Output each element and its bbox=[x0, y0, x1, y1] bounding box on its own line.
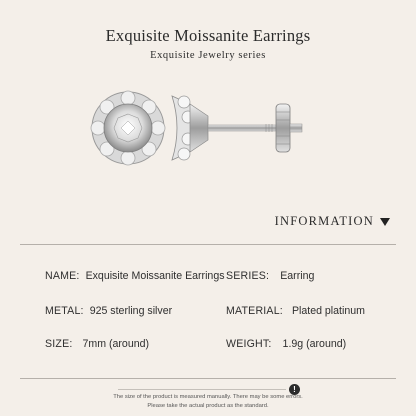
spec-weight-value: 1.9g (around) bbox=[282, 338, 347, 350]
spec-series bbox=[226, 270, 314, 282]
information-header[interactable] bbox=[275, 214, 390, 229]
spec-size-value: 7mm (around) bbox=[82, 338, 150, 350]
spec-metal-value: 925 sterling silver bbox=[89, 305, 173, 317]
spec-material bbox=[226, 305, 365, 317]
page-subtitle: Exquisite Jewelry series bbox=[150, 50, 266, 61]
notice-line-2: Please take the actual product as the standard. bbox=[147, 403, 269, 409]
spec-size-label: SIZE: bbox=[45, 338, 73, 350]
information-label: INFORMATION bbox=[274, 214, 374, 228]
exclamation-icon: ! bbox=[289, 384, 300, 395]
divider-bottom bbox=[20, 378, 396, 379]
spec-name-value: Exquisite Moissanite Earrings bbox=[85, 270, 225, 282]
spec-metal-label: METAL: bbox=[45, 305, 84, 317]
size-notice bbox=[0, 393, 416, 411]
spec-name-label: NAME: bbox=[45, 270, 80, 282]
notice-rule bbox=[118, 389, 286, 390]
spec-series-value: Earring bbox=[280, 270, 315, 282]
spec-name bbox=[45, 270, 225, 282]
spec-series-label: SERIES: bbox=[226, 270, 270, 282]
product-image bbox=[90, 82, 326, 174]
page-title: Exquisite Moissanite Earrings bbox=[105, 26, 311, 45]
spec-size bbox=[45, 338, 149, 350]
divider-top bbox=[20, 244, 396, 245]
spec-metal bbox=[45, 305, 172, 317]
spec-weight-label: WEIGHT: bbox=[226, 338, 272, 350]
earring-side bbox=[172, 96, 302, 160]
earring-front bbox=[91, 91, 165, 165]
notice-line-1: The size of the product is measured manually. There may be some errors. bbox=[113, 394, 303, 400]
caret-down-icon bbox=[380, 218, 390, 226]
spec-material-label: MATERIAL: bbox=[226, 305, 283, 317]
spec-material-value: Plated platinum bbox=[291, 305, 365, 317]
spec-weight bbox=[226, 338, 346, 350]
